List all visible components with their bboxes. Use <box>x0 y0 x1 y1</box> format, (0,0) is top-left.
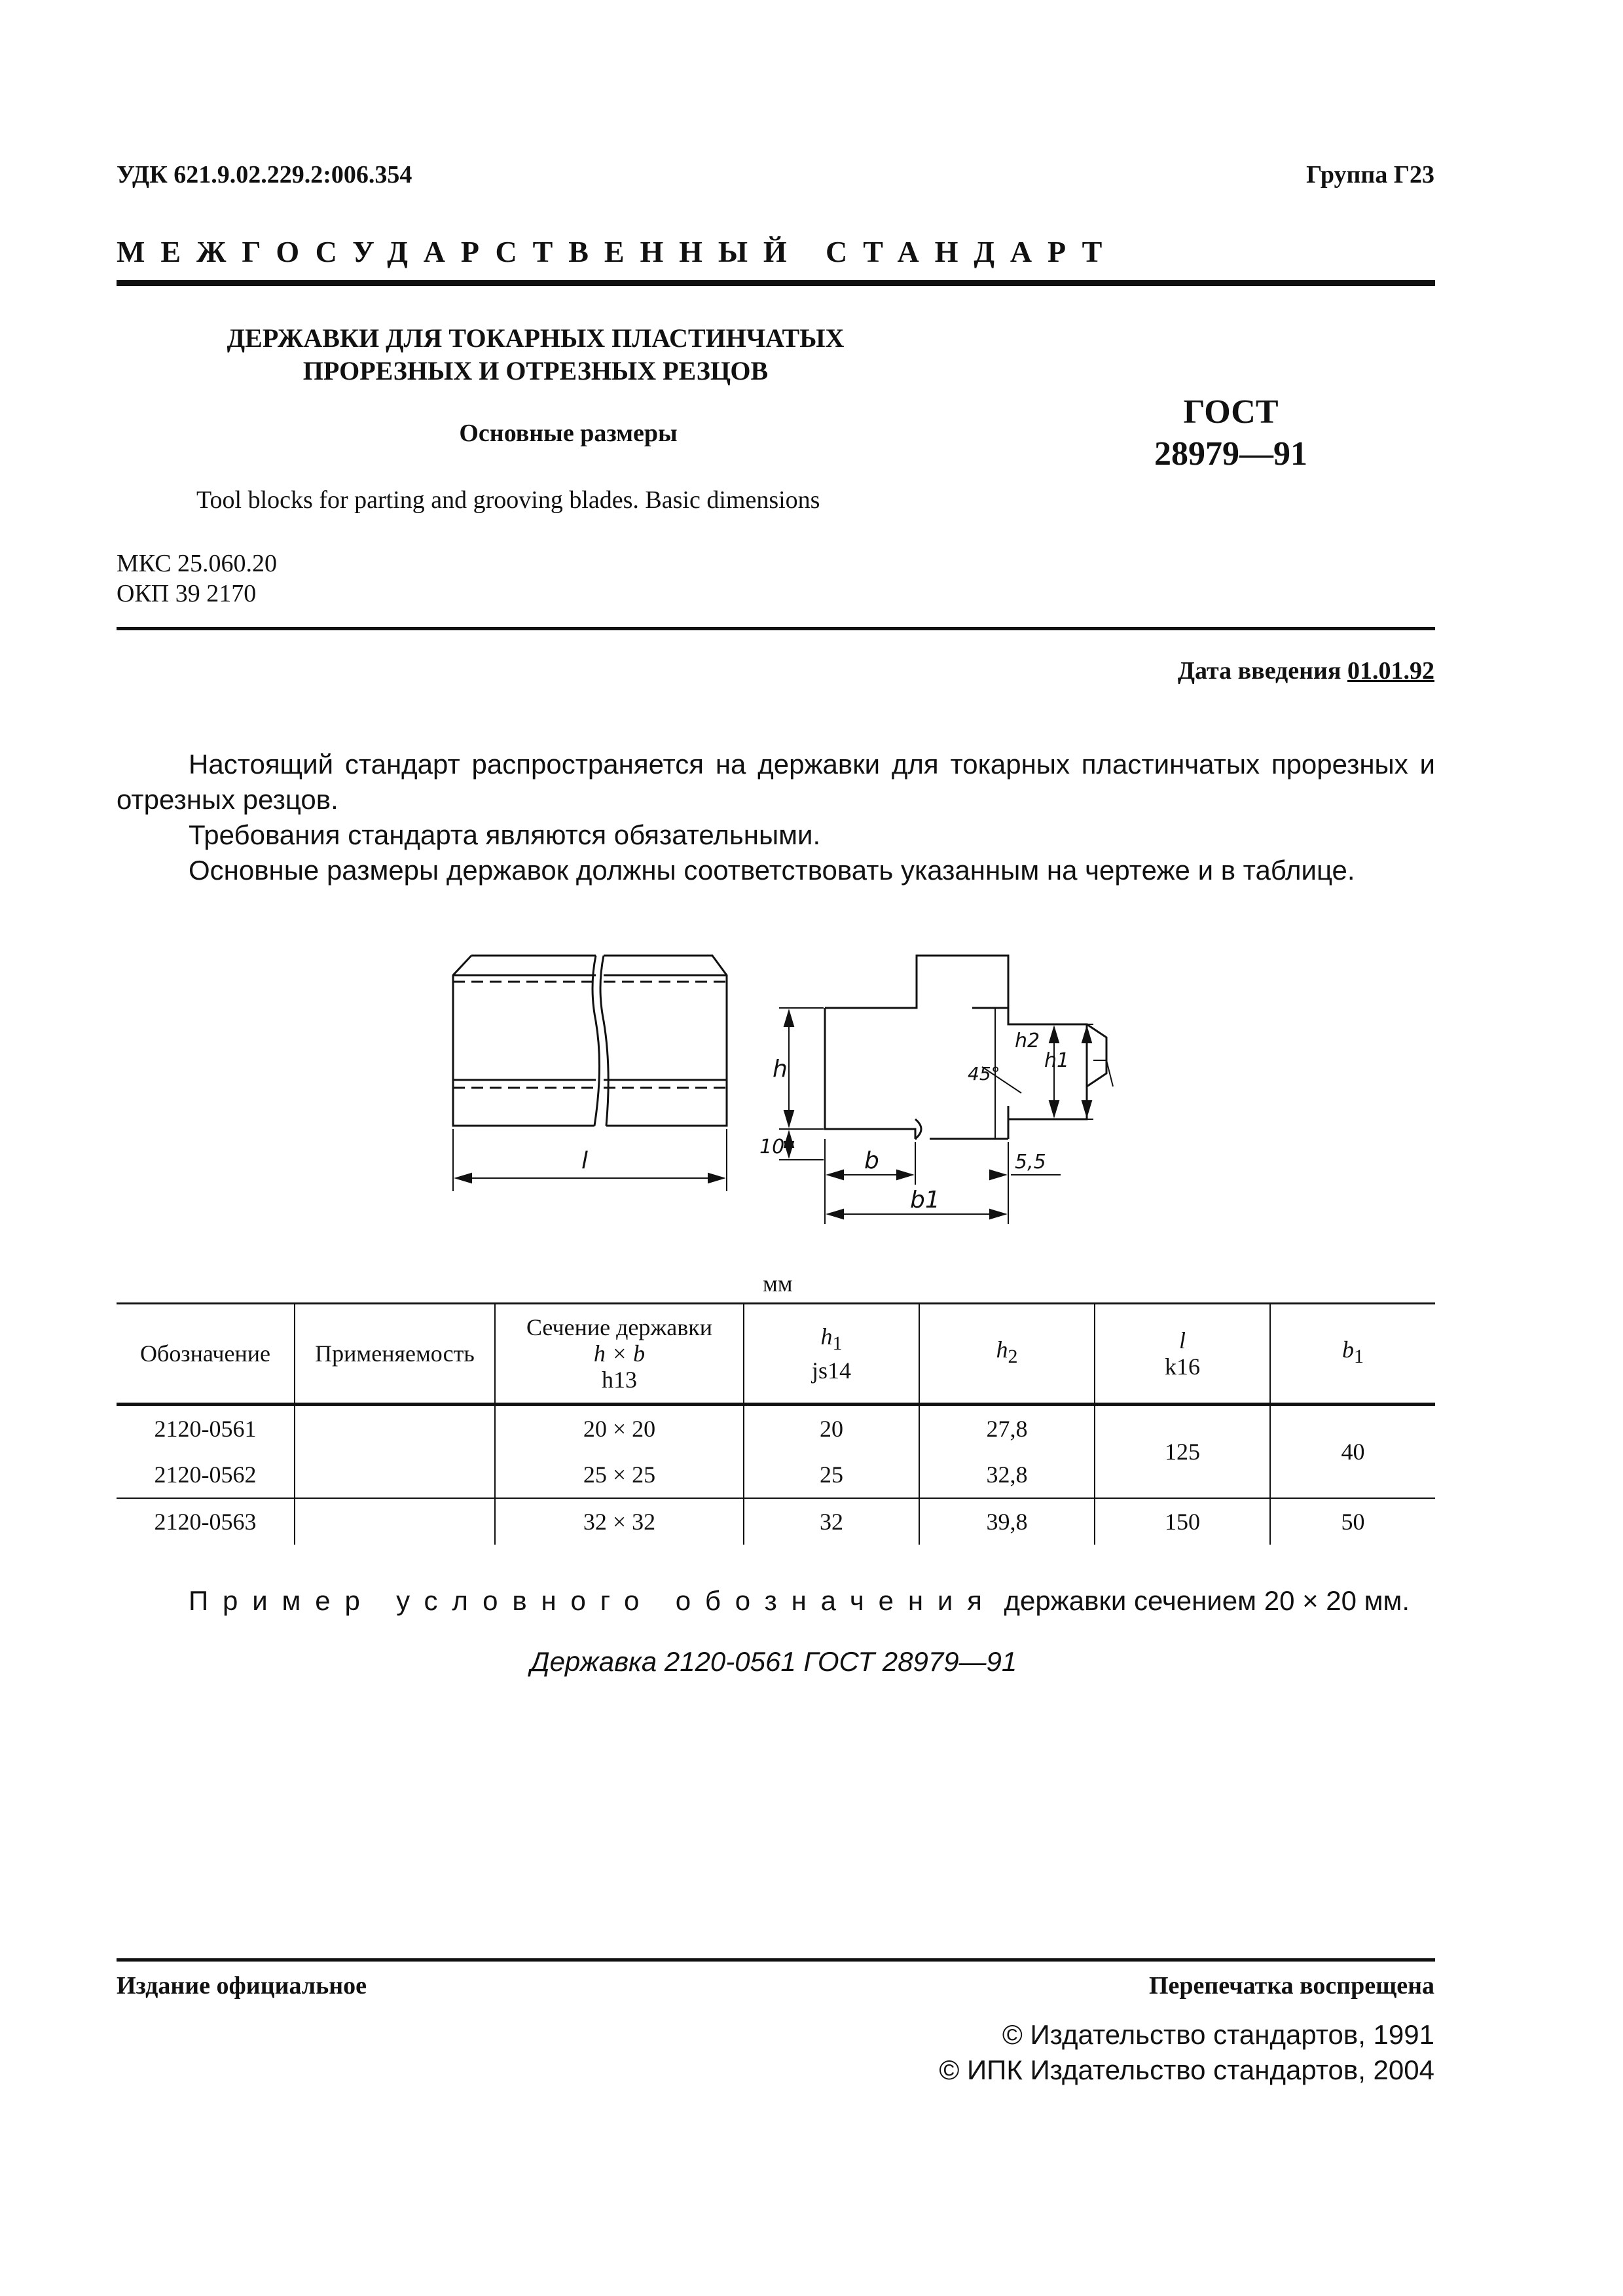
copyright-2004: © ИПК Издательство стандартов, 2004 <box>939 2054 1434 2085</box>
dimensions-table <box>117 1302 1435 1545</box>
copyright-1991: © Издательство стандартов, 1991 <box>1002 2019 1434 2050</box>
dim-label-h2: h2 <box>1015 1030 1040 1052</box>
paragraph-dimensions: Основные размеры державок должны соответствовать указанным на чертеже и в таблице. <box>189 855 1355 886</box>
dim-label-angle: 45° <box>968 1063 1000 1085</box>
header-h2-symbol: h <box>996 1336 1008 1363</box>
header-h2 <box>919 1304 1095 1405</box>
cell-h1: 32 <box>744 1498 919 1545</box>
header-h1-sub: 1 <box>832 1333 843 1355</box>
title-line-1: ДЕРЖАВКИ ДЛЯ ТОКАРНЫХ ПЛАСТИНЧАТЫХ <box>227 323 845 353</box>
cell-l: 125 <box>1095 1405 1270 1499</box>
header-section <box>495 1304 744 1405</box>
header-l-tol: k16 <box>1165 1354 1200 1380</box>
cell-l: 150 <box>1095 1498 1270 1545</box>
table-unit: мм <box>763 1270 793 1297</box>
dim-label-h1: h1 <box>1044 1049 1070 1072</box>
header-section-line3: h13 <box>602 1367 637 1393</box>
group-code: Группа Г23 <box>1306 161 1434 188</box>
header-b1-sub: 1 <box>1354 1346 1364 1368</box>
copyright-block <box>939 2017 1434 2088</box>
cell-applicability <box>295 1498 495 1545</box>
dim-label-5-5: 5,5 <box>1015 1151 1046 1174</box>
dim-label-b1: b1 <box>910 1187 940 1213</box>
header-designation: Обозначение <box>117 1304 295 1405</box>
header-h1-tol: js14 <box>811 1357 851 1384</box>
classification-codes <box>117 548 277 609</box>
udk-code: УДК 621.9.02.229.2:006.354 <box>117 161 412 188</box>
dim-label-h: h <box>773 1056 788 1083</box>
dim-label-10: 10 <box>759 1136 785 1158</box>
paragraph-scope: Настоящий стандарт распространяется на державки для токарных пластинчатых прорезных и отрезных резцов. <box>117 749 1435 815</box>
header-b1 <box>1270 1304 1435 1405</box>
example-lead: Пример условного обозначения <box>189 1585 996 1616</box>
example-rest: державки сечением 20 × 20 мм. <box>1004 1585 1410 1616</box>
header-applicability: Применяемость <box>295 1304 495 1405</box>
okp-code: ОКП 39 2170 <box>117 580 257 607</box>
header-b1-symbol: b <box>1342 1336 1354 1363</box>
cell-b1: 40 <box>1270 1405 1435 1499</box>
cell-h2: 32,8 <box>919 1452 1095 1498</box>
gost-number: 28979—91 <box>1154 435 1307 473</box>
intro-date-value: 01.01.92 <box>1347 657 1434 685</box>
title-block <box>117 322 955 387</box>
official-edition: Издание официальное <box>117 1972 367 2000</box>
cell-designation: 2120-0561 <box>117 1405 295 1452</box>
mks-code: МКС 25.060.20 <box>117 550 278 577</box>
cell-applicability <box>295 1405 495 1452</box>
cell-section: 25 × 25 <box>495 1452 744 1498</box>
cell-section: 32 × 32 <box>495 1498 744 1545</box>
cell-h2: 27,8 <box>919 1405 1095 1452</box>
intro-date-label: Дата введения <box>1177 657 1341 685</box>
example-designation: Державка 2120-0561 ГОСТ 28979—91 <box>530 1646 1017 1677</box>
intro-date <box>1178 656 1434 685</box>
gost-label: ГОСТ <box>1183 393 1279 431</box>
tool-block-drawing <box>432 916 1165 1237</box>
reprint-prohibited: Перепечатка воспрещена <box>1148 1972 1434 2000</box>
profile-view <box>779 956 1113 1224</box>
banner-rule <box>117 280 1435 286</box>
title-line-2: ПРОРЕЗНЫХ И ОТРЕЗНЫХ РЕЗЦОВ <box>302 356 769 386</box>
cell-designation: 2120-0563 <box>117 1498 295 1545</box>
table-row <box>117 1405 1435 1452</box>
dim-label-l: l <box>581 1147 589 1174</box>
english-title: Tool blocks for parting and grooving blades. Basic dimensions <box>196 486 820 514</box>
subtitle: Основные размеры <box>459 420 678 447</box>
title-rule <box>117 627 1435 630</box>
dim-label-b: b <box>864 1147 879 1174</box>
header-h2-sub: 2 <box>1008 1346 1018 1368</box>
table-header-row <box>117 1304 1435 1405</box>
footer-rule <box>117 1958 1435 1962</box>
standard-banner: МЕЖГОСУДАРСТВЕННЫЙ СТАНДАРТ <box>117 235 1118 268</box>
table-row <box>117 1498 1435 1545</box>
cell-h1: 20 <box>744 1405 919 1452</box>
cell-h1: 25 <box>744 1452 919 1498</box>
cell-b1: 50 <box>1270 1498 1435 1545</box>
example-line <box>189 1585 1410 1617</box>
side-view <box>453 956 727 1191</box>
cell-applicability <box>295 1452 495 1498</box>
header-h1 <box>744 1304 919 1405</box>
cell-designation: 2120-0562 <box>117 1452 295 1498</box>
header-section-line2: h × b <box>593 1340 646 1367</box>
header-l <box>1095 1304 1270 1405</box>
cell-h2: 39,8 <box>919 1498 1095 1545</box>
gost-block <box>1106 391 1355 475</box>
cell-section: 20 × 20 <box>495 1405 744 1452</box>
header-l-symbol: l <box>1178 1327 1186 1354</box>
header-h1-symbol: h <box>820 1323 833 1350</box>
paragraph-mandatory: Требования стандарта являются обязательными. <box>189 819 821 850</box>
header-section-line1: Сечение державки <box>526 1314 713 1340</box>
